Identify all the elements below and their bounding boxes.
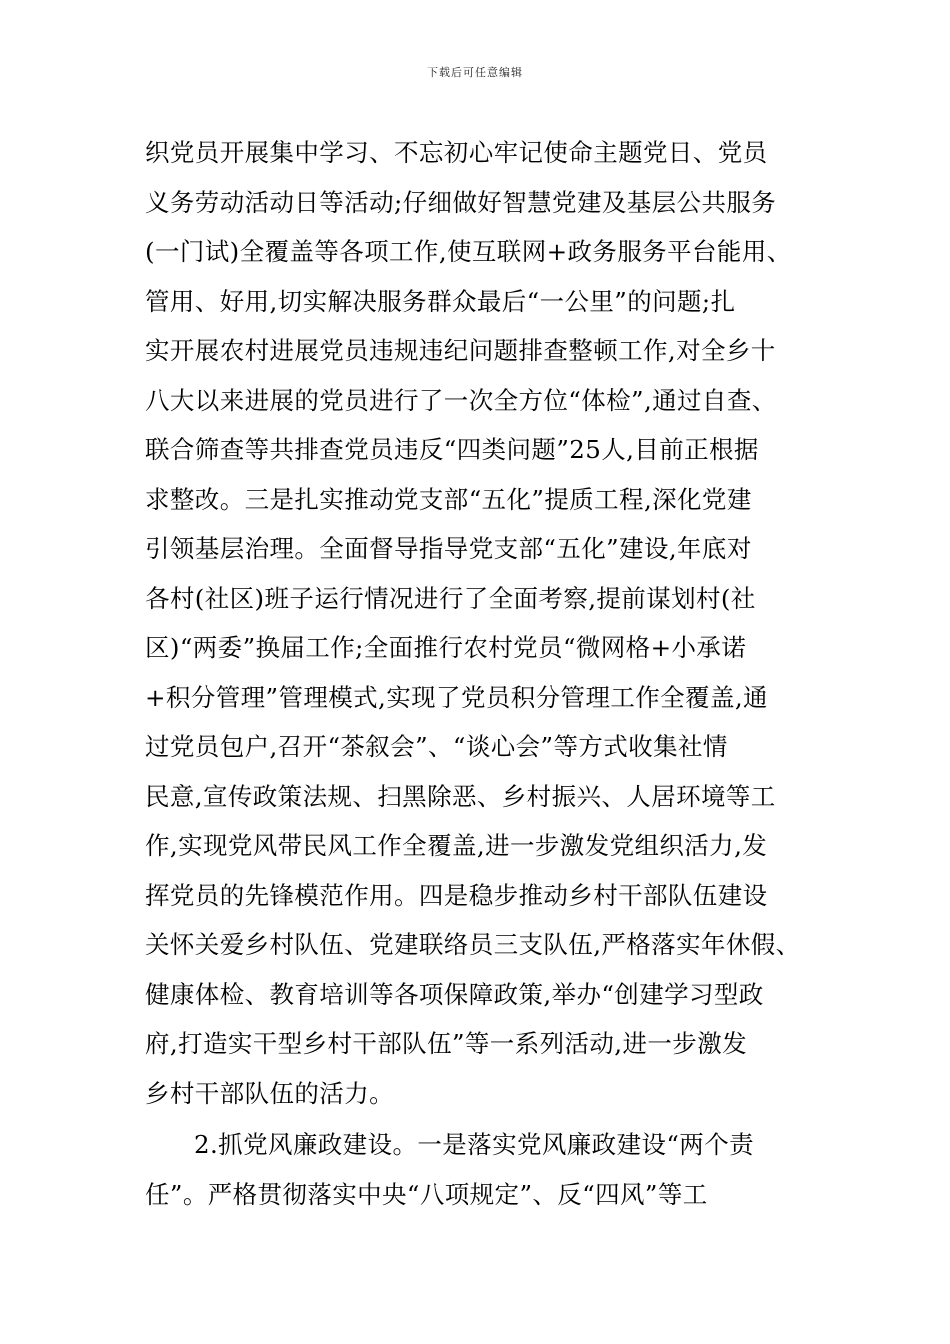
text-line: 健康体检、教育培训等各项保障政策,举办“创建学习型政 — [145, 979, 764, 1009]
text-line: 府,打造实干型乡村干部队伍”等一系列活动,进一步激发 — [145, 1029, 747, 1058]
text-line: +积分管理”管理模式,实现了党员积分管理工作全覆盖,通 — [145, 682, 768, 712]
text-line: 任”。严格贯彻落实中央“八项规定”、反“四风”等工 — [145, 1179, 708, 1209]
text-line: 引领基层治理。全面督导指导党支部“五化”建设,年底对 — [145, 534, 752, 563]
text-line: 求整改。三是扎实推动党支部“五化”提质工程,深化党建 — [145, 484, 752, 514]
text-line: 民意,宣传政策法规、扫黑除恶、乡村振兴、人居环境等工 — [145, 781, 776, 811]
text-line: 区)“两委”换届工作;全面推行农村党员“微网格+小承诺 — [145, 633, 747, 662]
text-line: (一门试)全覆盖等各项工作,使互联网+政务服务平台能用、 — [145, 237, 792, 266]
text-line: 义务劳动活动日等活动;仔细做好智慧党建及基层公共服务 — [145, 187, 777, 217]
text-line: 联合筛查等共排查党员违反“四类问题”25人,目前正根据 — [145, 435, 759, 464]
text-line: 关怀关爱乡村队伍、党建联络员三支队伍,严格落实年休假、 — [145, 930, 801, 959]
text-line: 管用、好用,切实解决服务群众最后“一公里”的问题;扎 — [145, 286, 736, 316]
text-line: 实开展农村进展党员违规违纪问题排查整顿工作,对全乡十 — [145, 336, 776, 365]
text-line: 作,实现党风带民风工作全覆盖,进一步激发党组织活力,发 — [145, 831, 768, 860]
document-body — [145, 128, 835, 1219]
text-line: 乡村干部队伍的活力。 — [145, 1078, 394, 1108]
text-line: 织党员开展集中学习、不忘初心牢记使命主题党日、党员 — [145, 138, 768, 167]
page-header: 下载后可任意编辑 — [427, 66, 523, 79]
text-line: 过党员包户,召开“茶叙会”、“谈心会”等方式收集社情 — [145, 732, 728, 761]
text-line: 各村(社区)班子运行情况进行了全面考察,提前谋划村(社 — [145, 583, 756, 613]
text-line: 挥党员的先锋模范作用。四是稳步推动乡村干部队伍建设 — [145, 880, 768, 910]
paragraph-start-line: 2.抓党风廉政建设。一是落实党风廉政建设“两个责 — [194, 1130, 754, 1159]
text-line: 八大以来进展的党员进行了一次全方位“体检”,通过自查、 — [145, 385, 777, 415]
